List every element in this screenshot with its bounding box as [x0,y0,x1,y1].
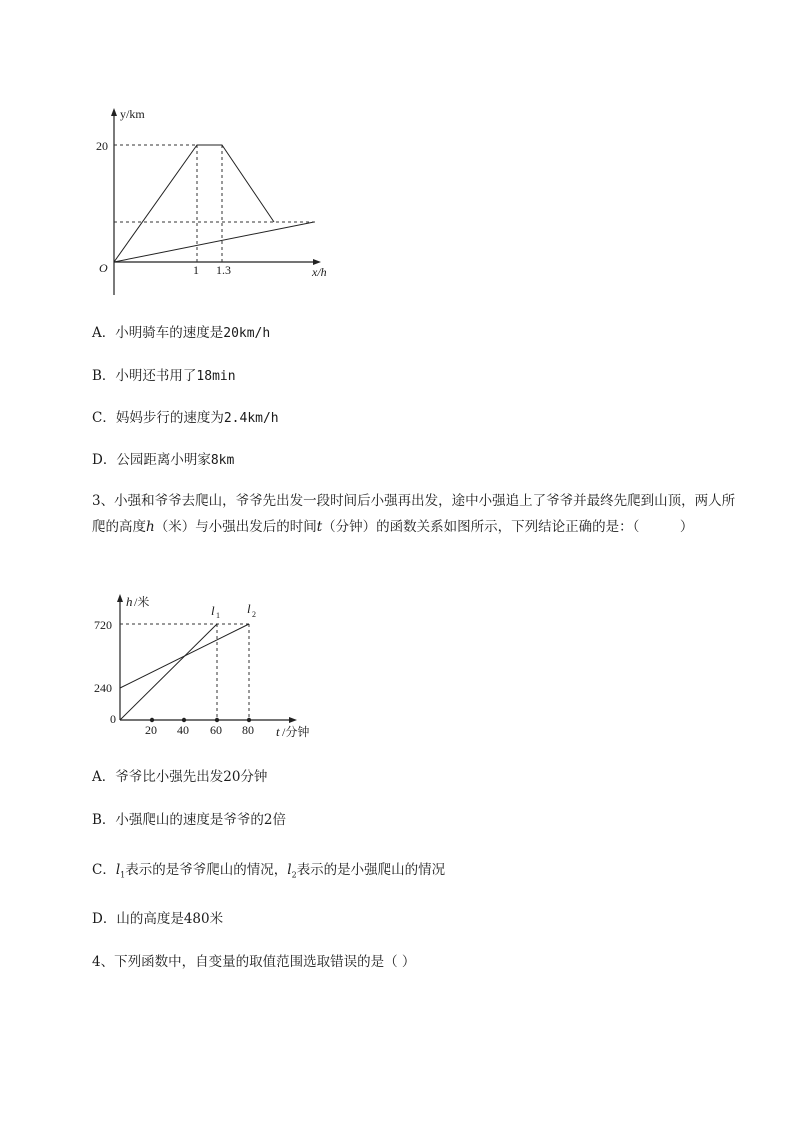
q3-var-t: t [316,519,323,535]
h-axis-label-unit: /米 [134,595,150,609]
y-axis-arrow [111,108,117,116]
q3-text-1: 3、小强和爷爷去爬山，爷爷先出发一段时间后小强再出发，途中小强追上了爷爷并最终先爬到山顶，两人所爬的高度 [92,493,736,535]
option-a-value: 20km/h [223,326,271,341]
mom-path [114,222,314,262]
q3-option-d: D．山的高度是480米 [92,911,224,927]
tick-dot-60 [215,718,219,722]
t-axis-label-var: t [276,724,280,739]
line-l2 [120,624,249,688]
question-3 [92,488,742,540]
tick-dot-40 [182,718,186,722]
x-axis-label: x/h [312,265,327,279]
q3-c-l1-sub: 1 [120,870,126,880]
y-tick-240: 240 [94,681,112,695]
line-l1 [120,624,217,720]
q3-text-2: （米）与小强出发后的时间 [154,519,317,535]
origin-label: O [99,261,108,275]
question-4: 4、下列函数中，自变量的取值范围选取错误的是（ ） [92,954,416,970]
q3-c-l2-sub: 2 [291,870,297,880]
t-axis-label-unit: /分钟 [282,725,310,739]
option-d [92,450,234,471]
x-tick-40: 40 [177,723,189,737]
h-axis-arrow [117,594,123,602]
y-tick-720: 720 [94,618,112,632]
q3-option-b: B．小强爬山的速度是爷爷的2倍 [92,812,287,828]
option-d-value: 8km [210,453,235,468]
q3-c-l1: l [115,862,121,878]
option-a [92,323,270,344]
q3-c-l2: l [287,862,292,878]
option-b [92,366,236,387]
x-tick-80: 80 [242,723,254,737]
q3-option-a: A．爷爷比小强先出发20分钟 [92,769,268,785]
y-tick-20: 20 [96,139,108,153]
x-tick-1-3: 1.3 [216,263,231,277]
line-l2-sub: 2 [252,610,256,619]
option-b-value: 18min [196,369,236,384]
q3-var-h: h [146,519,155,535]
line-l1-sub: 1 [216,611,220,620]
origin-zero: 0 [110,712,116,726]
tick-dot-80 [247,718,251,722]
option-c [92,408,279,429]
q3-option-c [92,860,445,886]
option-d-text: D．公园距离小明家 [92,452,211,468]
distance-time-graph [92,100,352,300]
height-time-graph [92,588,332,748]
q3-text-3: （分钟）的函数关系如图所示，下列结论正确的是：（ ） [322,519,694,535]
x-tick-60: 60 [210,723,222,737]
q3-c-text-2: 表示的是小强爬山的情况 [296,862,446,878]
option-a-text: A．小明骑车的速度是 [92,325,224,341]
line-l1-label: l [211,603,215,618]
xiaoming-path [114,145,274,262]
line-l2-label: l [247,601,251,616]
tick-dot-20 [150,718,154,722]
x-tick-1: 1 [193,263,199,277]
h-axis-label-var: h [126,594,133,609]
y-axis-label: y/km [120,107,145,121]
option-c-value: 2.4km/h [223,411,279,426]
option-c-text: C．妈妈步行的速度为 [92,410,224,426]
t-axis-arrow [289,717,297,723]
x-tick-20: 20 [145,723,157,737]
option-b-text: B．小明还书用了 [92,368,197,384]
q3-c-text-1: 表示的是爷爷爬山的情况， [125,862,288,878]
q3-c-prefix: C． [92,862,116,878]
